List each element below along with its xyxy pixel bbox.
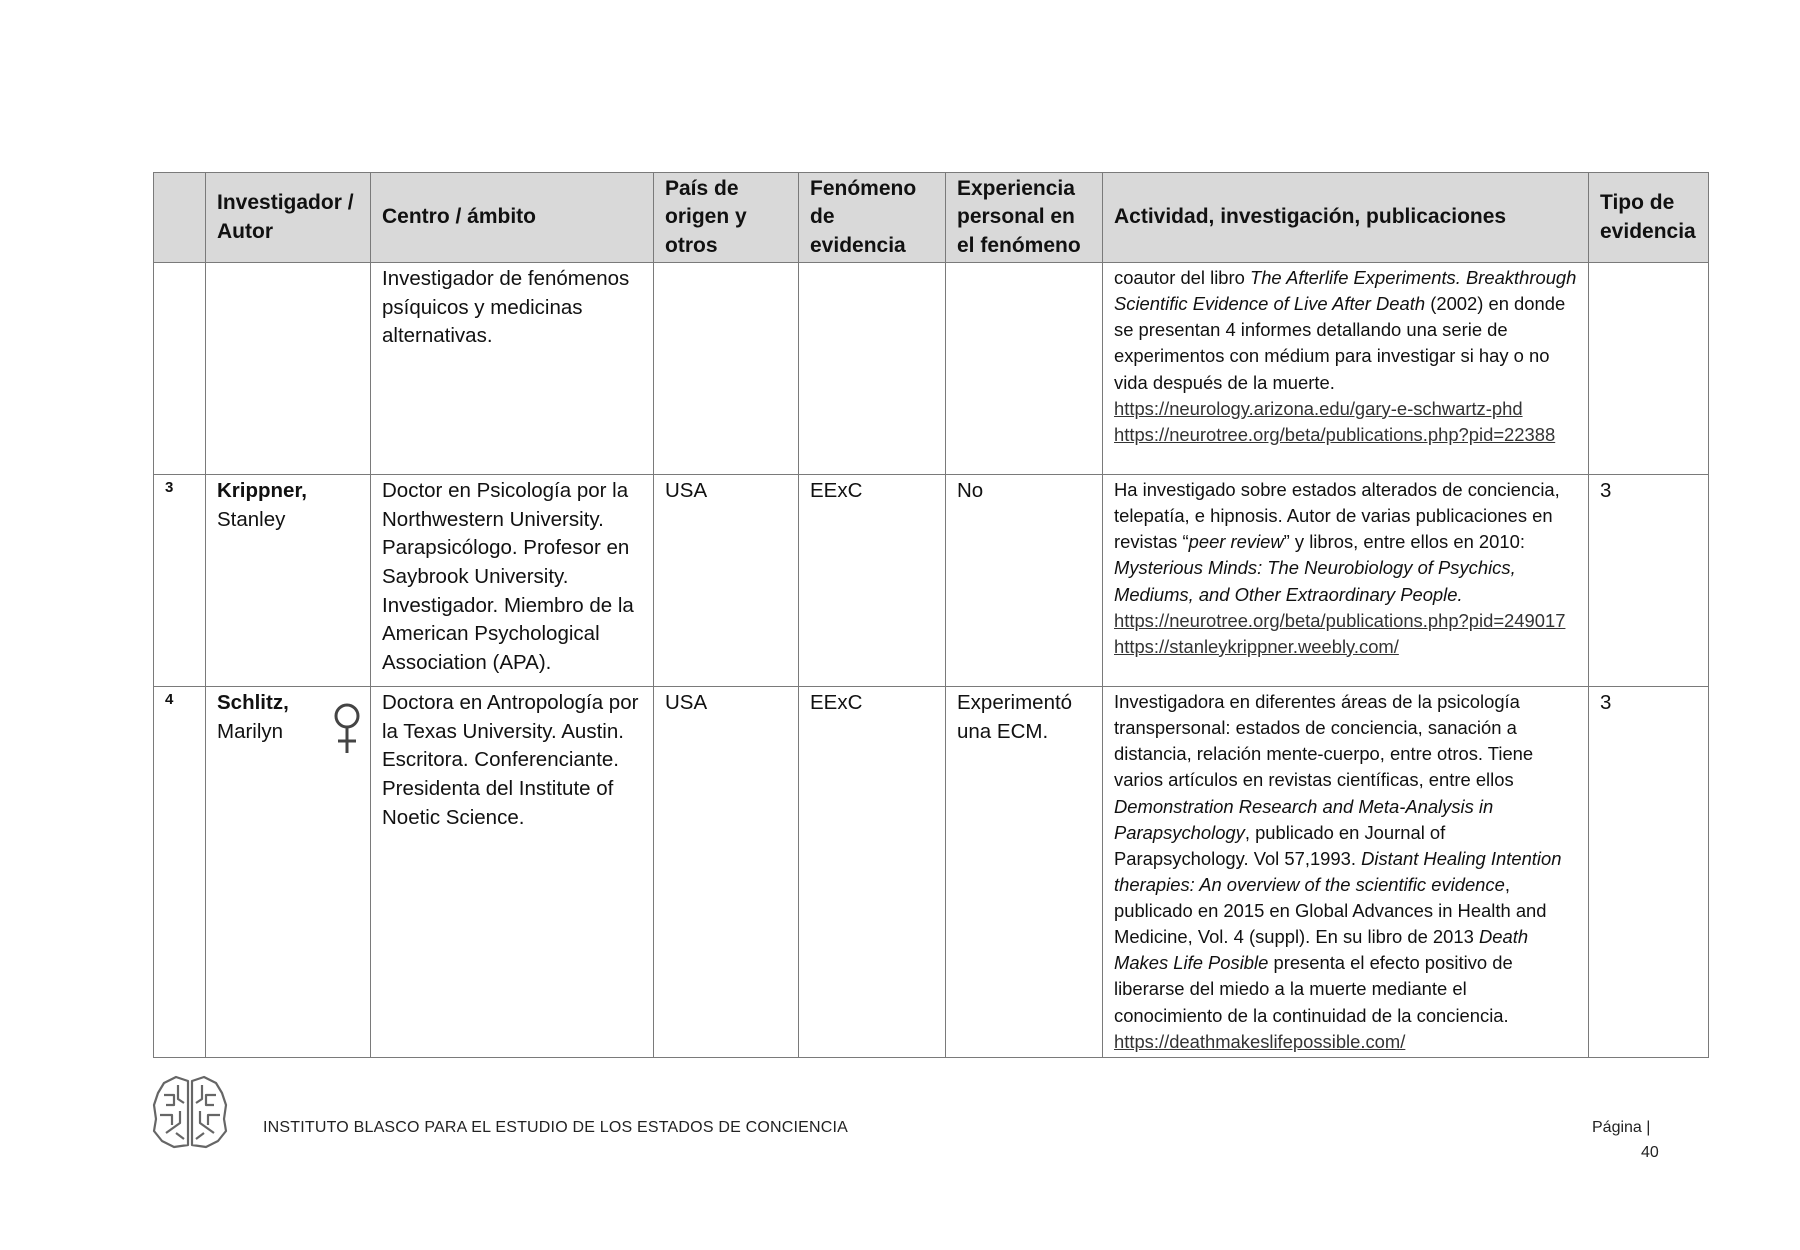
cell-fenomeno: [799, 263, 946, 475]
reference-link[interactable]: https://neurology.arizona.edu/gary-e-schwartz-phd: [1114, 397, 1523, 419]
researchers-table: [153, 172, 1709, 1058]
row-number: 3: [154, 475, 206, 687]
reference-link[interactable]: https://deathmakeslifepossible.com/: [1114, 1030, 1406, 1052]
header-tipo: Tipo de evidencia: [1589, 173, 1709, 263]
page-label: Página |: [1592, 1119, 1651, 1136]
page-number: 40: [1641, 1144, 1659, 1161]
header-actividad: Actividad, investigación, publicaciones: [1103, 173, 1589, 263]
cell-pais: [654, 263, 799, 475]
cell-tipo: 3: [1589, 475, 1709, 687]
header-fenomeno: Fenómeno de evidencia: [799, 173, 946, 263]
cell-centro: Investigador de fenómenos psíquicos y medicinas alternativas.: [371, 263, 654, 475]
cell-pais: USA: [654, 687, 799, 1058]
book-title: The Afterlife Experiments. Breakthrough Scientific Evidence of Live After Death: [1114, 267, 1577, 315]
cell-tipo: [1589, 263, 1709, 475]
header-centro: Centro / ámbito: [371, 173, 654, 263]
actividad-text: Ha investigado sobre estados alterados de conciencia, telepatía, e hipnosis. Autor de varias publicaciones en revistas “: [1114, 479, 1560, 553]
reference-link[interactable]: https://stanleykrippner.weebly.com/: [1114, 635, 1399, 657]
cell-investigador: [206, 475, 371, 687]
actividad-text: Investigadora en diferentes áreas de la psicología transpersonal: estados de conciencia, sanación a distancia, relación mente-cuerpo, entre otros. Tiene varios artículos en revistas científicas, entre ellos: [1114, 691, 1534, 791]
cell-actividad: [1103, 475, 1589, 687]
cell-centro: Doctora en Antropología por la Texas University. Austin. Escritora. Conferenciante. Presidenta del Institute of Noetic Science.: [371, 687, 654, 1058]
researcher-last-name: Schlitz,: [217, 691, 289, 715]
researcher-first-name: Marilyn: [217, 719, 284, 743]
actividad-text: coautor del libro: [1114, 267, 1250, 289]
cell-num: [154, 263, 206, 475]
actividad-text: presenta el efecto positivo de liberarse del miedo a la muerte mediante el conocimiento de la continuidad de la conciencia.: [1114, 952, 1513, 1026]
cell-centro: Doctor en Psicología por la Northwestern University. Parapsicólogo. Profesor en Saybrook University. Investigador. Miembro de la American Psychological Association (APA).: [371, 475, 654, 687]
reference-link[interactable]: https://neurotree.org/beta/publications.php?pid=249017: [1114, 609, 1566, 631]
italic-term: peer review: [1188, 531, 1284, 553]
table-header-row: [154, 173, 1709, 263]
footer-institute-name: INSTITUTO BLASCO PARA EL ESTUDIO DE LOS ESTADOS DE CONCIENCIA: [263, 1119, 849, 1136]
header-experiencia: Experiencia personal en el fenómeno: [946, 173, 1103, 263]
actividad-text: , publicado en Journal of Parapsychology. Vol 57,1993.: [1114, 821, 1446, 869]
cell-investigador: [206, 263, 371, 475]
row-number: 4: [154, 687, 206, 1058]
table-row: [154, 687, 1709, 1058]
header-pais: País de origen y otros: [654, 173, 799, 263]
actividad-text: , publicado en 2015 en Global Advances in Health and Medicine, Vol. 4 (suppl). En su libro de 2013: [1114, 873, 1547, 948]
actividad-text: (2002) en donde se presentan 4 informes detallando una serie de experimentos con médium para investigar si hay o no vida después de la muerte.: [1114, 293, 1566, 393]
header-investigador: Investigador / Autor: [206, 173, 371, 263]
cell-experiencia: No: [946, 475, 1103, 687]
cell-experiencia: [946, 263, 1103, 475]
female-symbol-icon: [332, 701, 362, 757]
cell-pais: USA: [654, 475, 799, 687]
book-title: Mysterious Minds: The Neurobiology of Psychics, Mediums, and Other Extraordinary People.: [1114, 557, 1516, 605]
cell-investigador: [206, 687, 371, 1058]
reference-link[interactable]: https://neurotree.org/beta/publications.php?pid=22388: [1114, 423, 1556, 445]
book-title: Death Makes Life Posible: [1114, 926, 1529, 974]
cell-fenomeno: EExC: [799, 475, 946, 687]
article-title: Distant Healing Intention therapies: An overview of the scientific evidence: [1114, 847, 1562, 895]
table-row: [154, 263, 1709, 475]
article-title: Demonstration Research and Meta-Analysis in Parapsychology: [1114, 795, 1494, 843]
cell-actividad: [1103, 263, 1589, 475]
researcher-first-name: Stanley: [217, 507, 286, 531]
cell-fenomeno: EExC: [799, 687, 946, 1058]
researcher-last-name: Krippner,: [217, 479, 307, 503]
cell-actividad: [1103, 687, 1589, 1058]
table-row: [154, 475, 1709, 687]
cell-experiencia: Experimentó una ECM.: [946, 687, 1103, 1058]
cell-tipo: 3: [1589, 687, 1709, 1058]
header-num: [154, 173, 206, 263]
actividad-text: ” y libros, entre ellos en 2010:: [1283, 531, 1525, 553]
brain-logo-icon: [150, 1073, 230, 1151]
